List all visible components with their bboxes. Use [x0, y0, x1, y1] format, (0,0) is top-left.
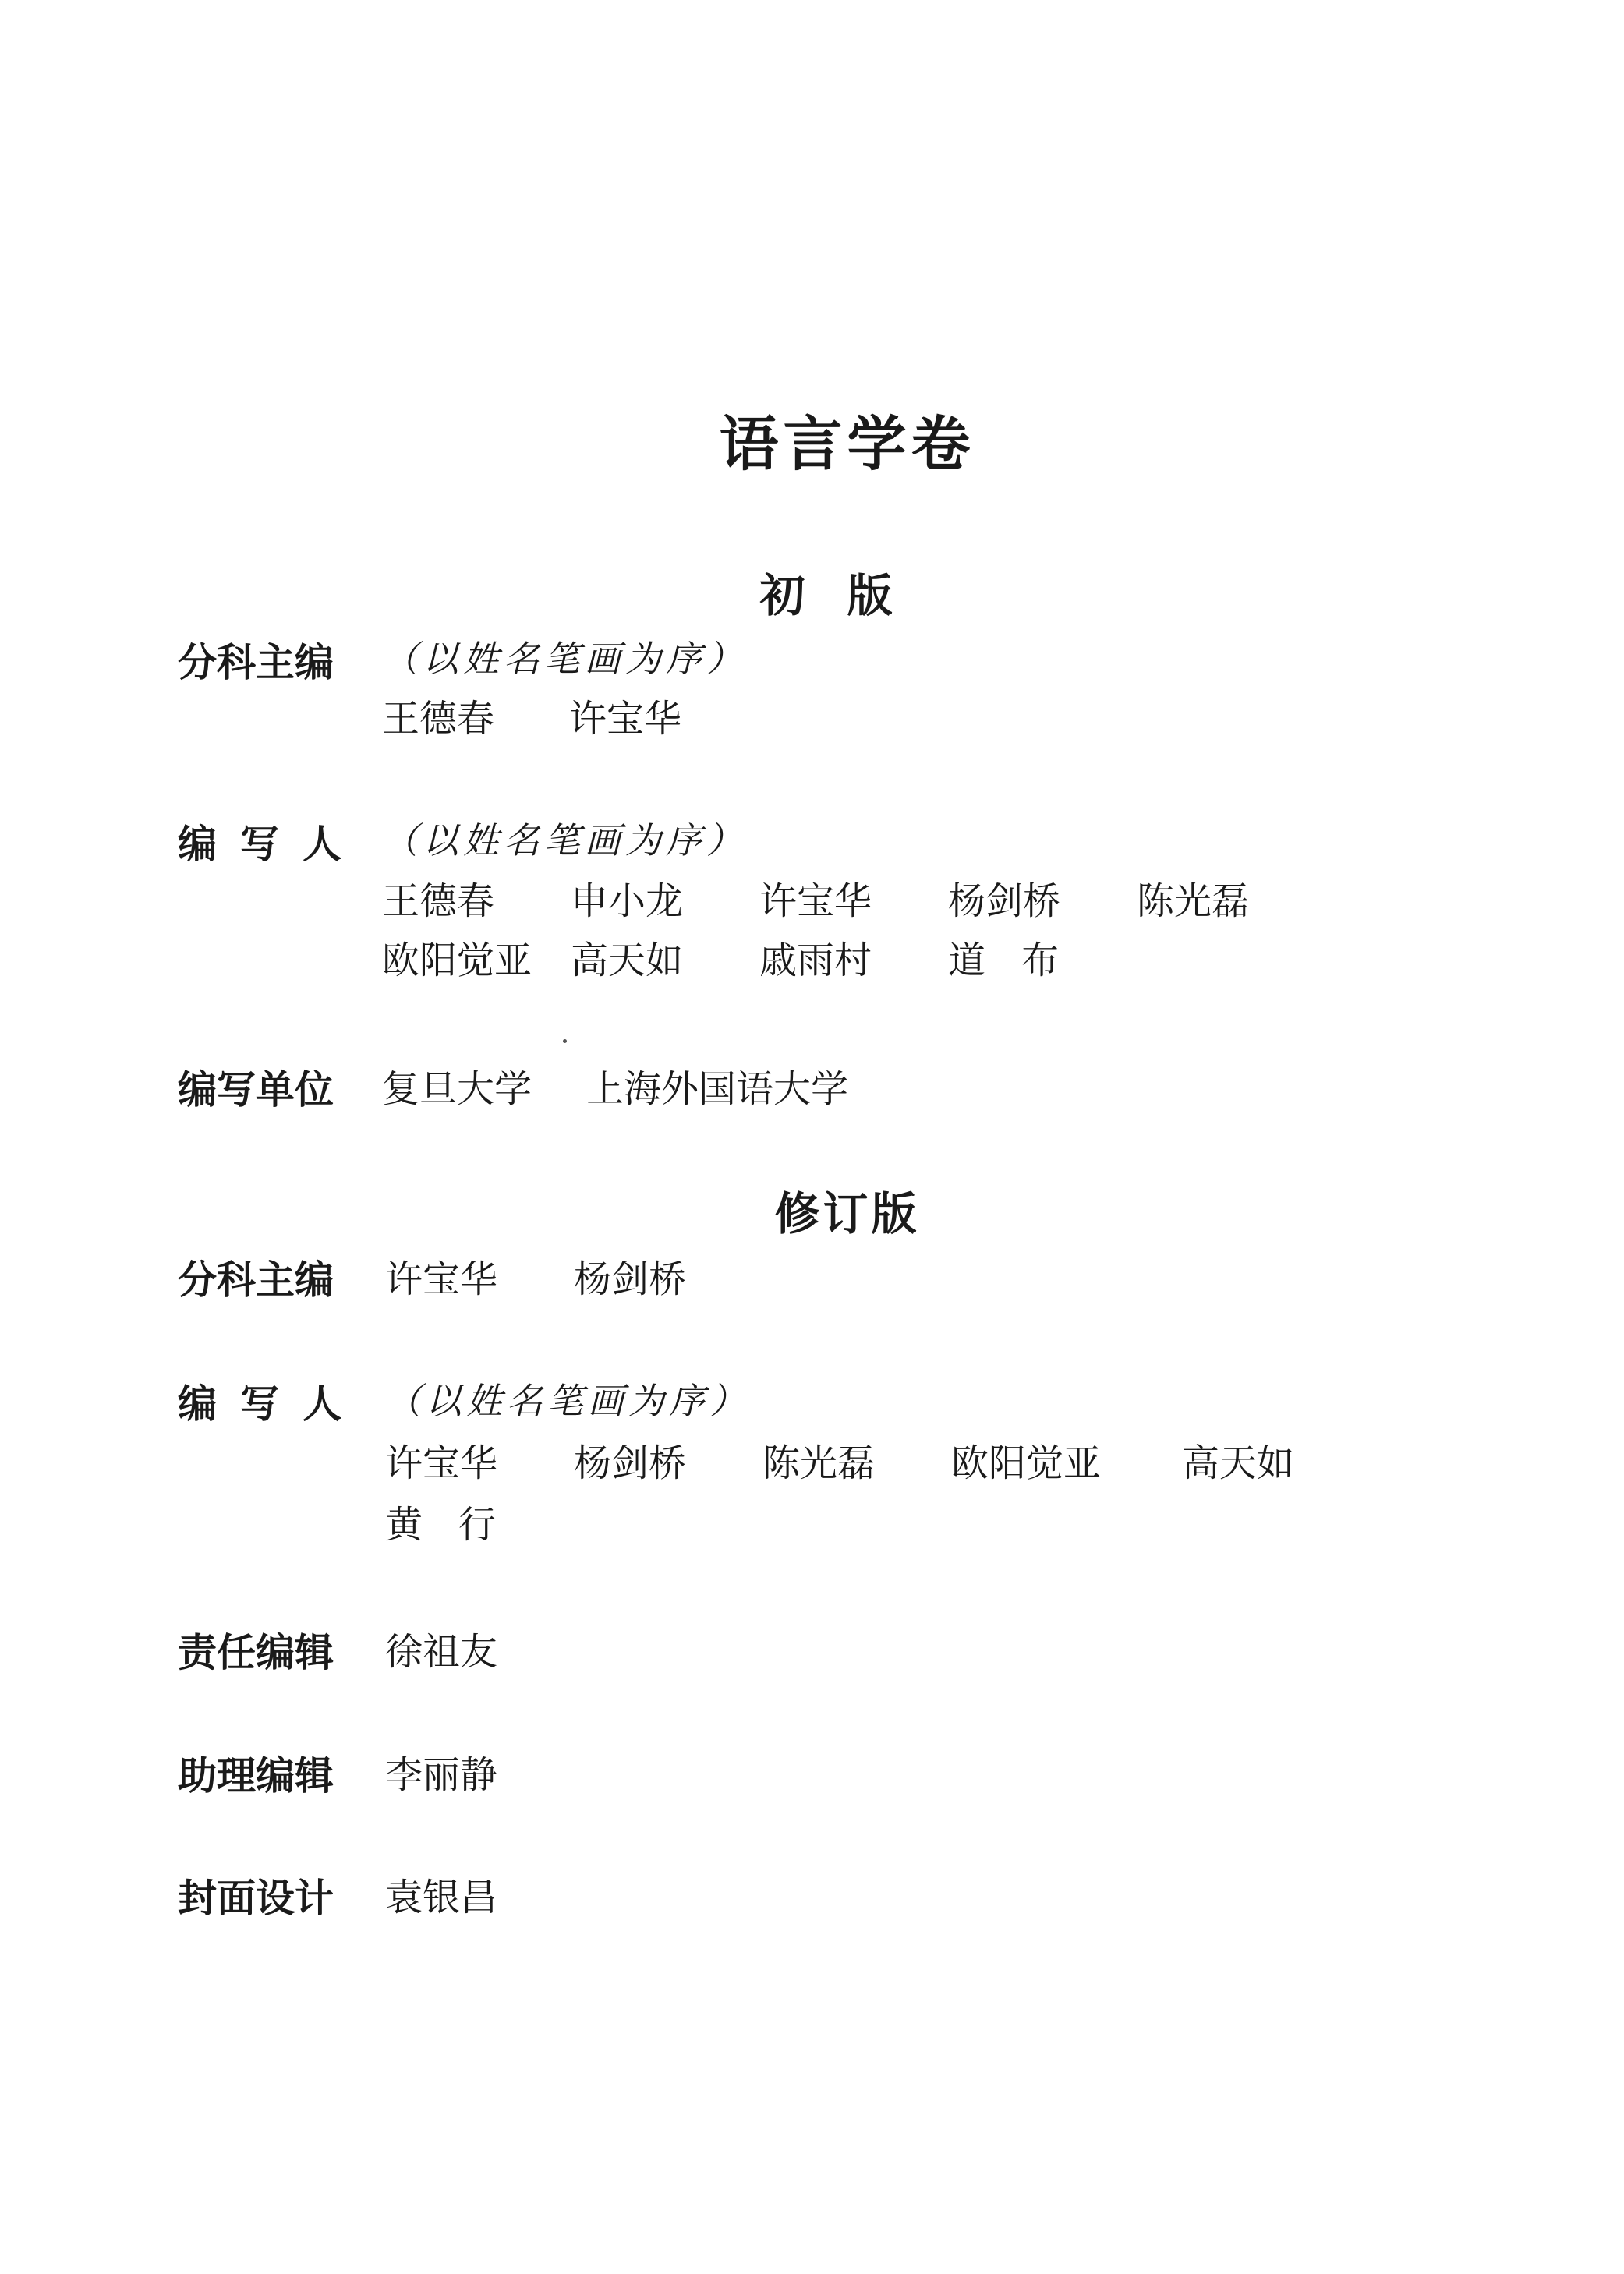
scan-speck: [563, 1039, 567, 1043]
person-name: 欧阳觉亚: [951, 1441, 1102, 1485]
person-name: 王德春: [382, 879, 495, 923]
first-units-label: 编写单位: [178, 1066, 334, 1112]
person-name: 申小龙: [571, 879, 684, 923]
volume-title: 语言学卷: [719, 409, 975, 479]
first-chief-editors-label: 分科主编: [178, 639, 334, 685]
cover-design-label: 封面设计: [178, 1875, 334, 1921]
person-name: 许宝华: [759, 879, 872, 923]
person-name: 杨剑桥: [948, 879, 1061, 923]
first-chief-editors-note: （以姓名笔画为序）: [382, 638, 747, 680]
first-writers-label: 编写人: [178, 821, 365, 867]
person-name: 陈光磊: [1137, 879, 1250, 923]
cover-design-name: 袁银昌: [385, 1876, 498, 1919]
person-name: 许宝华: [569, 697, 682, 741]
first-writers-note: （以姓名笔画为序）: [382, 819, 747, 861]
person-name: 许宝华: [385, 1257, 498, 1301]
person-name: 杨剑桥: [574, 1441, 687, 1485]
responsible-editor-label: 责任编辑: [178, 1629, 334, 1675]
person-name: 王德春: [382, 697, 495, 741]
assistant-editor-name: 李丽静: [385, 1753, 498, 1797]
person-name: 许宝华: [385, 1441, 498, 1485]
person-name: 戚雨村: [759, 939, 872, 982]
revised-edition-heading: 修订版: [774, 1187, 920, 1240]
organization-name: 上海外国语大学: [586, 1067, 849, 1111]
person-name: 高天如: [571, 939, 684, 982]
assistant-editor-label: 助理编辑: [178, 1752, 334, 1798]
revised-writers-note: （以姓名笔画为序）: [385, 1380, 750, 1422]
person-name: 陈光磊: [762, 1441, 876, 1485]
responsible-editor-name: 徐祖友: [385, 1630, 498, 1674]
person-name: 黄行: [385, 1503, 532, 1547]
revised-chief-editors-label: 分科主编: [178, 1257, 334, 1303]
person-name: 杨剑桥: [574, 1257, 687, 1301]
person-name: 道布: [948, 939, 1095, 982]
person-name: 高天如: [1182, 1441, 1295, 1485]
first-edition-heading: 初版: [759, 569, 935, 622]
person-name: 欧阳觉亚: [382, 939, 532, 982]
organization-name: 复旦大学: [382, 1067, 532, 1111]
revised-writers-label: 编写人: [178, 1381, 365, 1427]
